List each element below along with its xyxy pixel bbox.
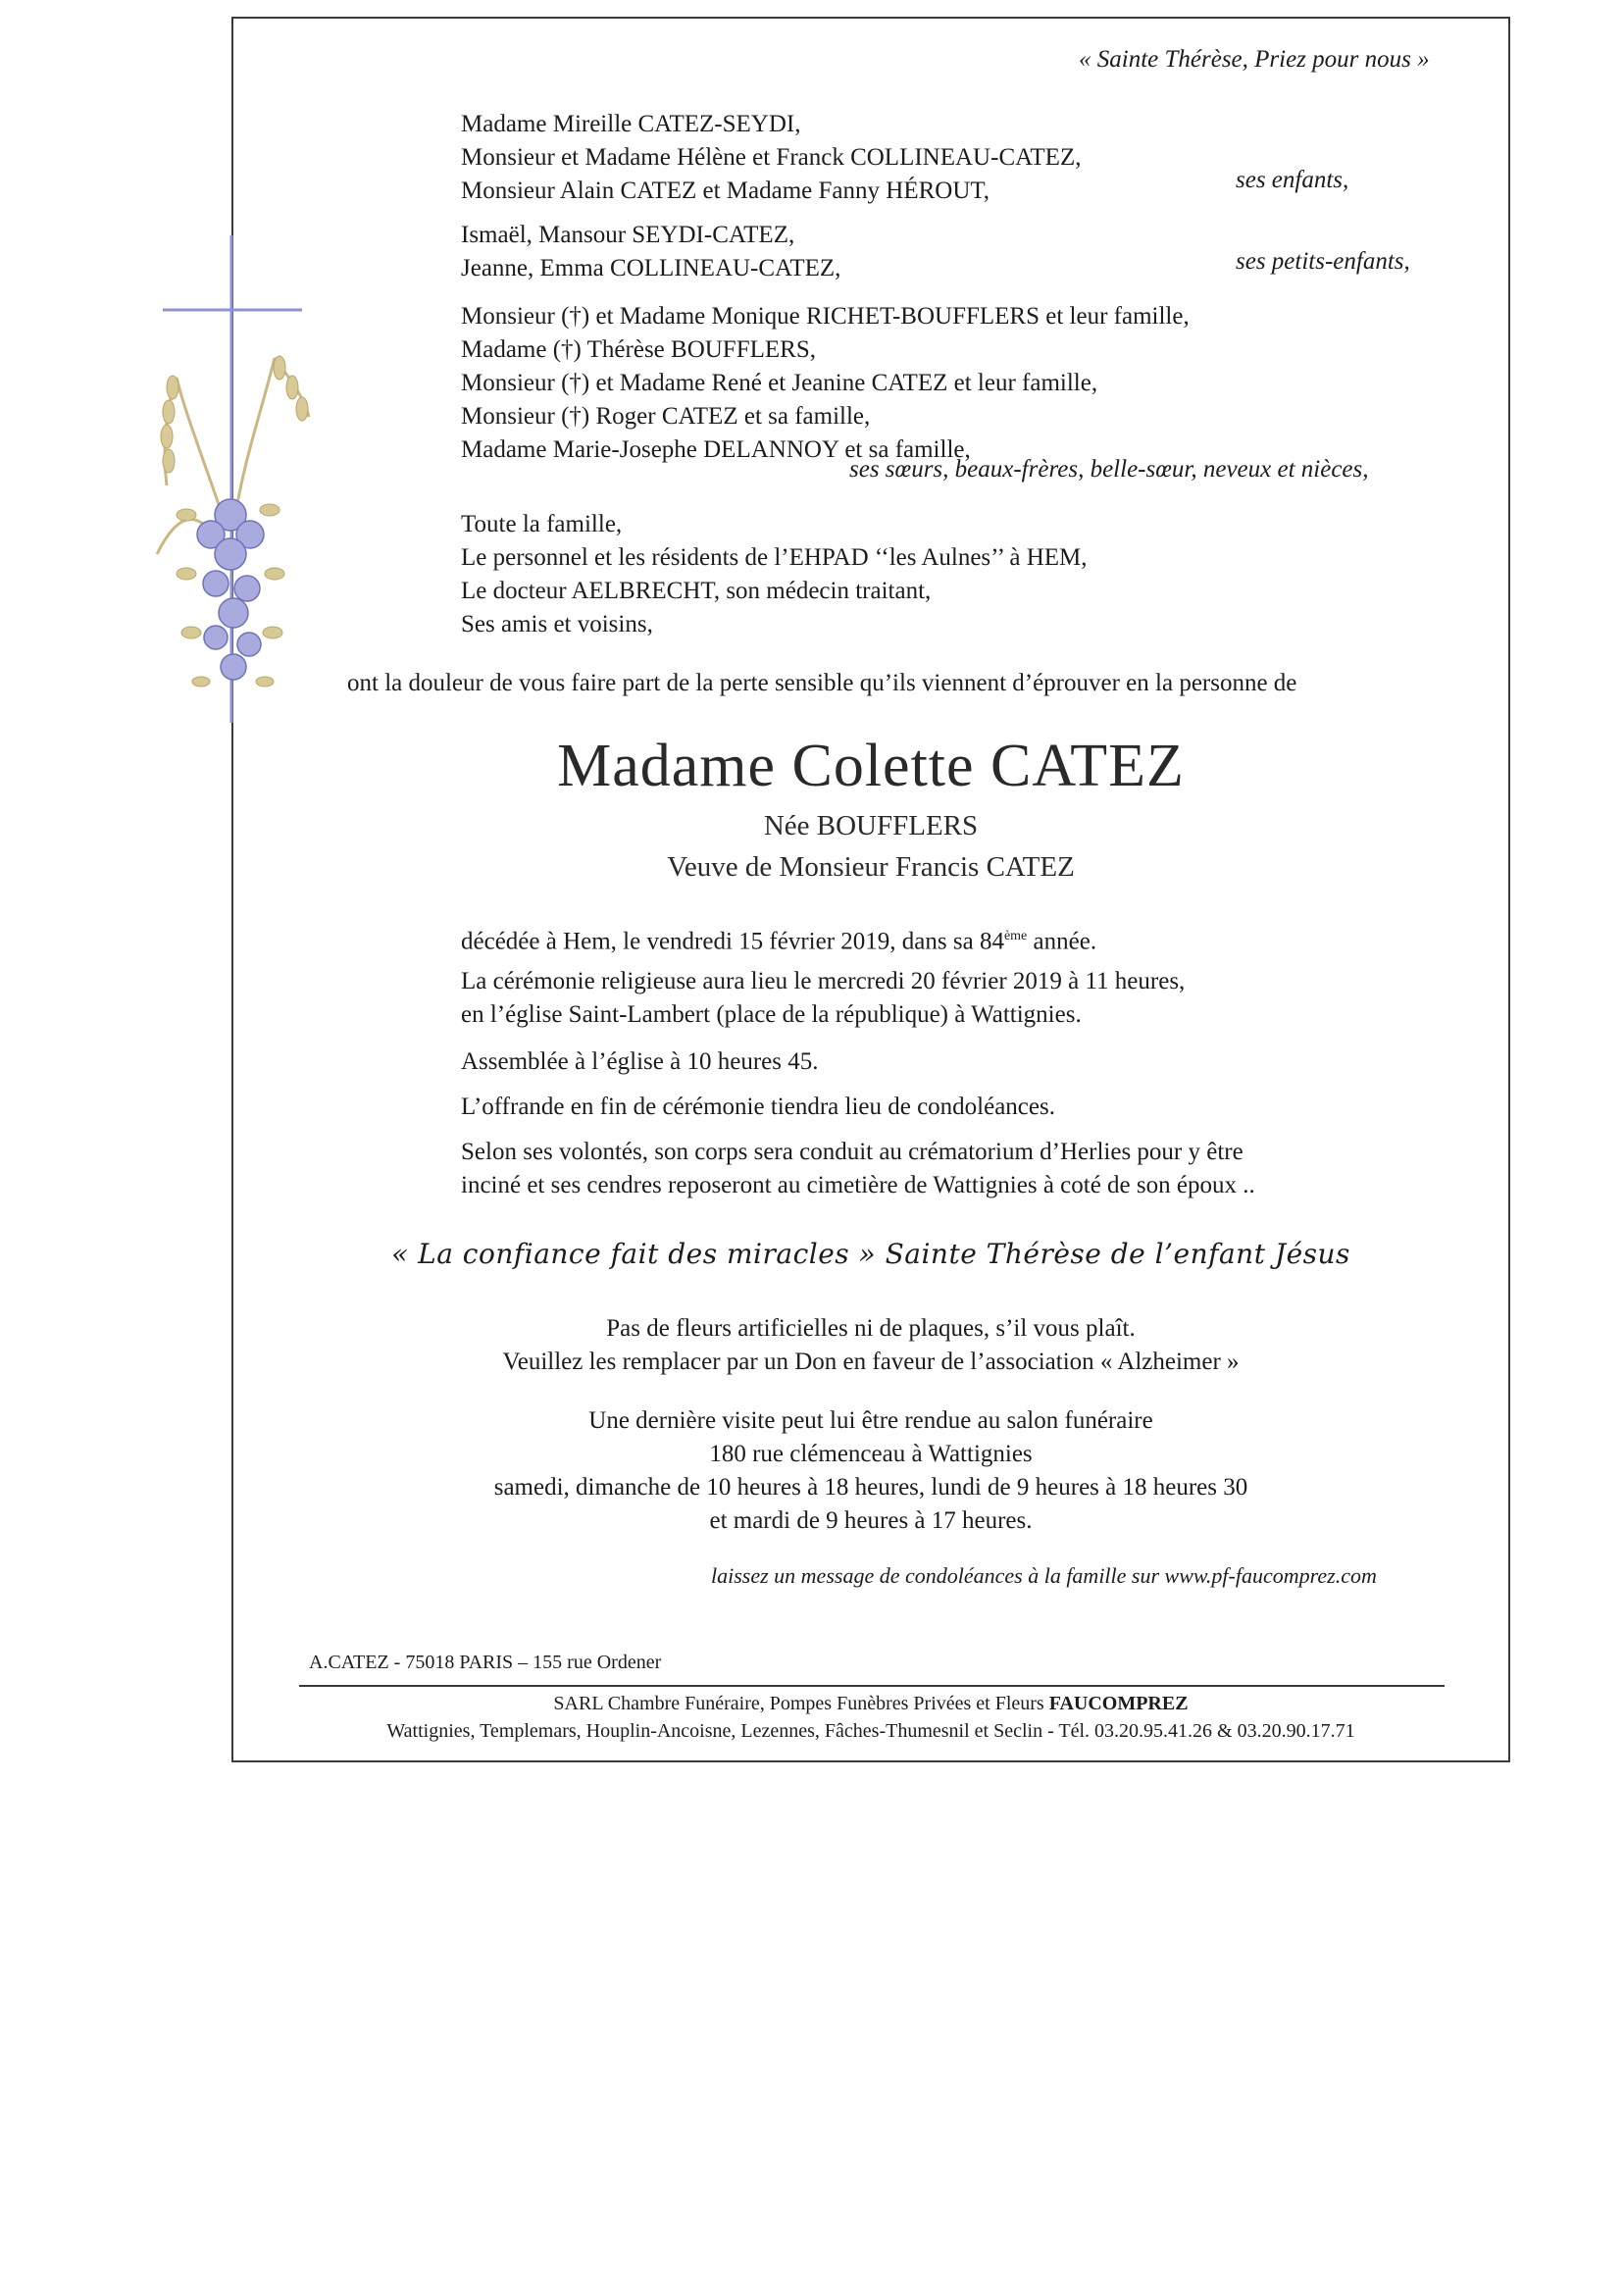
other-1: Toute la famille,: [461, 511, 623, 537]
visit-line-4: et mardi de 9 heures à 17 heures.: [709, 1507, 1033, 1534]
footer-address: A.CATEZ - 75018 PARIS – 155 rue Ordener: [309, 1652, 662, 1673]
ceremony: [461, 965, 1185, 1032]
wishes: [461, 1136, 1255, 1202]
wishes-line-2: inciné et ses cendres reposeront au cimetière de Wattignies à coté de son époux ..: [461, 1172, 1255, 1198]
flowers-line-1: Pas de fleurs artificielles ni de plaques, s’il vous plaît.: [606, 1315, 1136, 1342]
visit-line-3: samedi, dimanche de 10 heures à 18 heures, lundi de 9 heures à 18 heures 30: [493, 1474, 1248, 1501]
announcement: ont la douleur de vous faire part de la perte sensible qu’ils viennent d’éprouver en la personne de: [347, 670, 1297, 696]
footer-company: [231, 1693, 1510, 1715]
siblings-names: [461, 300, 1190, 467]
ceremony-line-2: en l’église Saint-Lambert (place de la république) à Wattignies.: [461, 1001, 1082, 1028]
footer-divider: [299, 1685, 1445, 1687]
quote: « La confiance fait des miracles » Sainte Thérèse de l’enfant Jésus: [391, 1238, 1350, 1270]
visit-line-1: Une dernière visite peut lui être rendue au salon funéraire: [588, 1407, 1153, 1434]
children-names: [461, 108, 1081, 208]
company-name: FAUCOMPREZ: [1048, 1693, 1189, 1714]
death-details: [461, 920, 1096, 958]
online-condolences: laissez un message de condoléances à la famille sur www.pf-faucomprez.com: [711, 1563, 1377, 1588]
child-1: Madame Mireille CATEZ-SEYDI,: [461, 111, 801, 137]
wishes-line-1: Selon ses volontés, son corps sera conduit au crématorium d’Herlies pour y être: [461, 1139, 1243, 1165]
children-relation: ses enfants,: [1236, 167, 1349, 193]
siblings-relation: ses sœurs, beaux-frères, belle-sœur, neveux et nièces,: [849, 456, 1369, 483]
deceased-name: Madame Colette CATEZ: [557, 733, 1185, 799]
others-list: [461, 508, 1088, 641]
grandchild-1: Ismaël, Mansour SEYDI-CATEZ,: [461, 222, 795, 248]
death-text: décédée à Hem, le vendredi 15 février 2019, dans sa 84: [461, 928, 1004, 955]
other-2: Le personnel et les résidents de l’EHPAD ‘‘les Aulnes’’ à HEM,: [461, 544, 1088, 571]
grandchild-2: Jeanne, Emma COLLINEAU-CATEZ,: [461, 255, 841, 281]
visit-line-2: 180 rue clémenceau à Wattignies: [709, 1441, 1033, 1467]
sibling-5: Madame Marie-Josephe DELANNOY et sa famille,: [461, 436, 971, 463]
death-sup: ème: [1003, 929, 1028, 943]
company-text: SARL Chambre Funéraire, Pompes Funèbres Privées et Fleurs: [553, 1693, 1049, 1714]
flowers-notice: [231, 1312, 1510, 1379]
offering: L’offrande en fin de cérémonie tiendra lieu de condoléances.: [461, 1094, 1055, 1120]
child-2: Monsieur et Madame Hélène et Franck COLLINEAU-CATEZ,: [461, 144, 1082, 171]
deceased-widow: Veuve de Monsieur Francis CATEZ: [667, 851, 1075, 883]
assembly: Assemblée à l’église à 10 heures 45.: [461, 1048, 819, 1075]
child-3: Monsieur Alain CATEZ et Madame Fanny HÉROUT,: [461, 178, 990, 204]
deceased-born: Née BOUFFLERS: [763, 810, 979, 841]
death-text-end: année.: [1027, 928, 1097, 955]
visit-notice: [231, 1404, 1510, 1538]
sibling-3: Monsieur (†) et Madame René et Jeanine CATEZ et leur famille,: [461, 370, 1098, 396]
header-prayer: « Sainte Thérèse, Priez pour nous »: [1079, 46, 1430, 73]
footer-locations: Wattignies, Templemars, Houplin-Ancoisne, Lezennes, Fâches-Thumesnil et Seclin - Tél. 03.20.95.41.26 & 03.20.90.17.71: [386, 1720, 1355, 1742]
flowers-line-2: Veuillez les remplacer par un Don en faveur de l’association « Alzheimer »: [502, 1349, 1240, 1375]
sibling-1: Monsieur (†) et Madame Monique RICHET-BOUFFLERS et leur famille,: [461, 303, 1190, 330]
other-3: Le docteur AELBRECHT, son médecin traitant,: [461, 578, 932, 604]
sibling-2: Madame (†) Thérèse BOUFFLERS,: [461, 336, 816, 363]
grandchildren-relation: ses petits-enfants,: [1236, 248, 1410, 275]
sibling-4: Monsieur (†) Roger CATEZ et sa famille,: [461, 403, 871, 430]
other-4: Ses amis et voisins,: [461, 611, 653, 637]
cross-flowers-illustration: [147, 221, 314, 731]
grandchildren-names: [461, 219, 840, 285]
ceremony-line-1: La cérémonie religieuse aura lieu le mercredi 20 février 2019 à 11 heures,: [461, 968, 1186, 994]
